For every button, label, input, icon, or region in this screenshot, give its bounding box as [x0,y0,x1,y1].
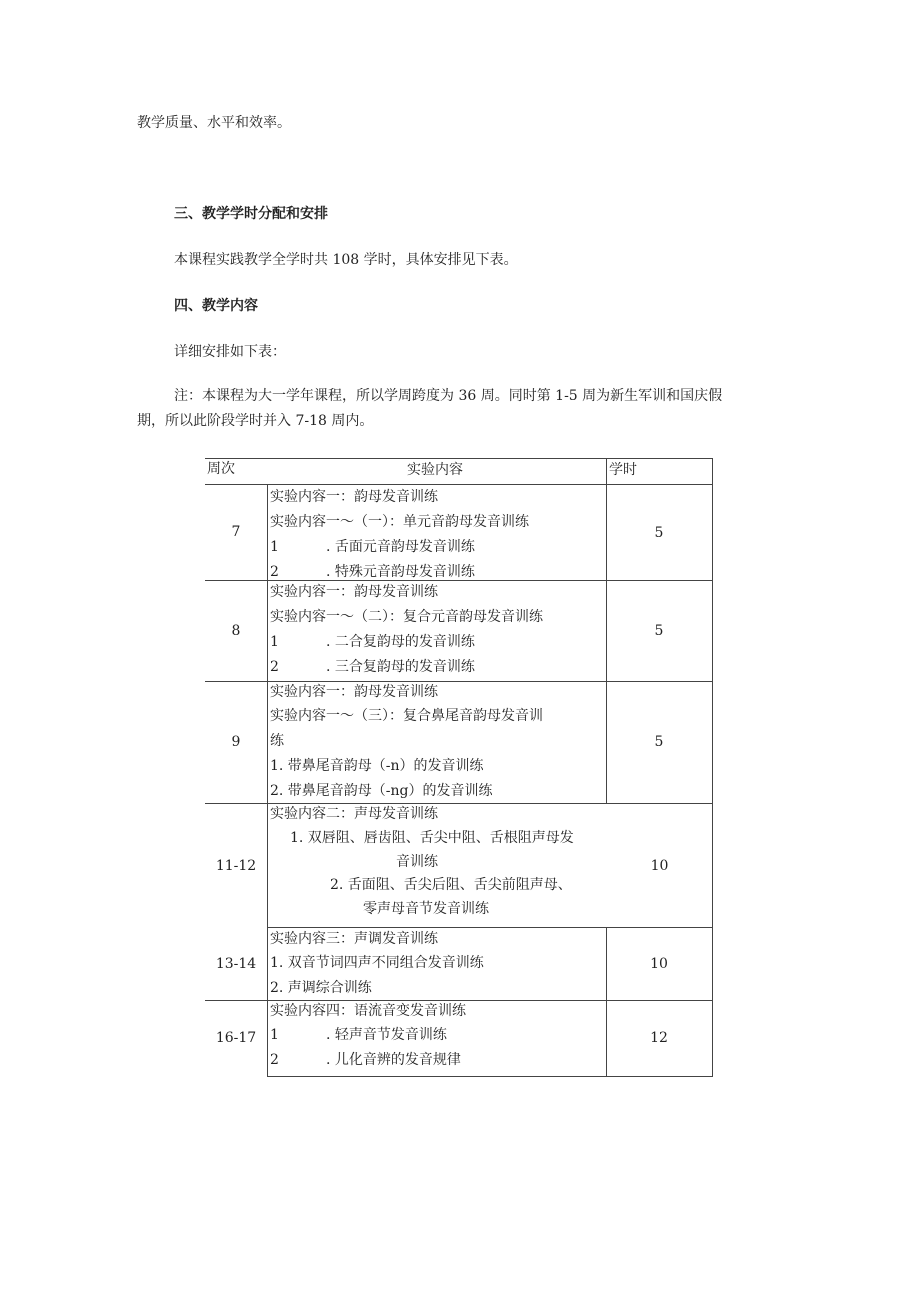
row-hours [606,681,713,804]
row-hours [607,803,713,928]
content-line: 1. 双音节词四声不同组合发音训练 [270,955,484,971]
item-number: 1 [270,1027,279,1043]
paragraph-continuation: 教学质量、水平和效率。 [137,115,291,131]
week-value: 16-17 [215,1030,257,1046]
content-line: 实验内容一～（二）：复合元音韵母发音训练 [270,609,543,625]
week-value: 8 [231,622,241,639]
row-content [267,927,607,1001]
row-week [205,927,267,1001]
item-number: 1 [270,634,279,650]
content-line: 实验内容一：韵母发音训练 [270,584,438,600]
content-item [270,535,604,560]
row-week [205,580,267,682]
content-line: 实验内容一～（三）：复合鼻尾音韵母发音训 [270,708,543,724]
row-content [267,681,607,804]
content-item [270,1023,604,1048]
content-item [270,1048,604,1073]
paragraph-hours-total: 本课程实践教学全学时共 108 学时，具体安排见下表。 [174,252,518,268]
week-value: 7 [231,524,241,540]
week-value: 11-12 [215,857,257,874]
paragraph-note-line2: 期，所以此阶段学时并入 7-18 周内。 [137,413,374,429]
hours-value: 5 [654,734,664,750]
row-hours [606,927,713,1001]
content-line: 实验内容一：韵母发音训练 [270,489,438,505]
row-week [205,1000,267,1076]
item-text: . 特殊元音韵母发音训练 [326,564,475,580]
item-text: . 儿化音辨的发音规律 [326,1052,461,1068]
item-text: . 舌面元音韵母发音训练 [326,539,475,555]
content-line: 1. 带鼻尾音韵母（-n）的发音训练 [270,758,484,774]
row-content [267,580,607,682]
header-content [205,458,607,485]
hours-value: 12 [650,1030,668,1046]
row-content [267,1000,607,1077]
row-week [205,484,267,581]
content-line: 零声母音节发音训练 [363,901,489,917]
hours-value: 5 [654,524,664,541]
content-line: 实验内容三：声调发音训练 [270,931,438,947]
row-content [267,803,607,928]
row-hours [606,1000,713,1077]
content-item [270,630,604,655]
content-line: 音训练 [396,854,438,870]
item-number: 2 [270,564,279,580]
row-week [205,681,267,804]
row-hours [606,484,713,581]
paragraph-detail-intro: 详细安排如下表： [174,344,286,360]
content-item [270,655,604,680]
header-hours [606,458,713,485]
item-number: 1 [270,539,279,555]
item-number: 2 [270,1052,279,1068]
header-week-label: 周次 [207,461,235,477]
item-text: . 二合复韵母的发音训练 [326,634,475,650]
content-line: 实验内容一：韵母发音训练 [270,684,438,700]
section-heading-3: 三、教学学时分配和安排 [174,206,328,222]
section-heading-4: 四、教学内容 [174,298,258,314]
hours-value: 10 [650,956,668,972]
item-text: . 轻声音节发音训练 [326,1027,447,1043]
header-hours-label: 学时 [609,462,637,478]
week-value: 13-14 [215,955,257,972]
content-line: 1. 双唇阻、唇齿阻、舌尖中阻、舌根阻声母发 [290,830,574,846]
content-line: 2. 带鼻尾音韵母（-ng）的发音训练 [270,783,493,799]
row-content [267,484,607,581]
paragraph-note-line1: 注：本课程为大一学年课程，所以学周跨度为 36 周。同时第 1-5 周为新生军训和国庆假 [174,388,723,404]
content-line: 实验内容四：语流音变发音训练 [270,1003,466,1019]
content-line: 2. 舌面阻、舌尖后阻、舌尖前阻声母、 [330,877,572,893]
content-line: 实验内容一～（一）：单元音韵母发音训练 [270,514,529,530]
header-content-label: 实验内容 [407,462,463,478]
hours-value: 10 [650,857,669,874]
row-hours [606,580,713,682]
week-value: 9 [231,734,241,750]
row-week [205,803,267,928]
item-text: . 三合复韵母的发音训练 [326,659,475,675]
content-line: 练 [270,733,284,749]
hours-value: 5 [654,622,664,639]
content-line: 实验内容二：声母发音训练 [270,806,438,822]
content-line: 2. 声调综合训练 [270,980,372,996]
item-number: 2 [270,659,279,675]
